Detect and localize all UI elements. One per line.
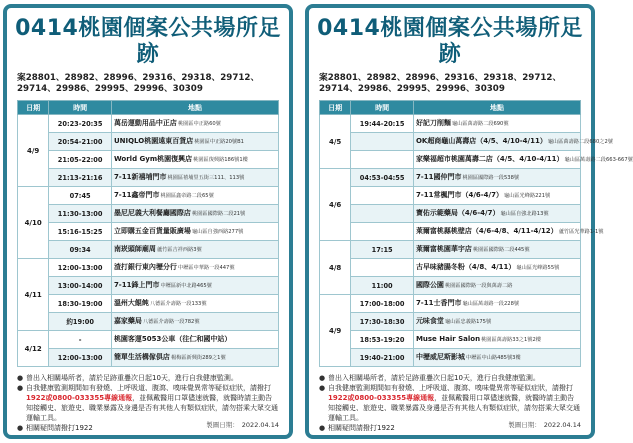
place-name: 萬岳運動用品中正店 — [113, 119, 177, 127]
table-row — [320, 187, 581, 205]
place-name: 桃園客運5053公車（往仁和國中站） — [113, 335, 232, 343]
header-time: 時間 — [351, 101, 414, 115]
place-cell — [111, 205, 278, 223]
place-name: 古早味豬腸冬粉（4/8、4/11） — [415, 263, 516, 271]
place-name: UNIQLO桃園遠東百貨店 — [113, 137, 194, 145]
place-address: 龜山區自強北路13號 — [500, 211, 549, 217]
place-cell — [111, 313, 278, 331]
place-cell — [413, 187, 580, 205]
table-row — [320, 241, 581, 259]
footprint-poster-right — [305, 4, 633, 439]
footprint-table — [319, 100, 633, 367]
time-cell: 07:45 — [49, 187, 112, 205]
note-text — [26, 373, 238, 383]
place-name: 南崁頭師廟周 — [113, 245, 156, 253]
place-cell — [111, 133, 278, 151]
bullet-icon: ● — [319, 384, 326, 392]
table-row — [18, 277, 279, 295]
bullet-icon: ● — [17, 374, 24, 382]
place-name: 7-11鋒上門市 — [113, 281, 160, 289]
table-row — [18, 241, 279, 259]
place-cell — [413, 331, 580, 349]
note-text — [26, 383, 279, 423]
note-segment: 自我健康監測期間如有發燒、上呼吸道、腹瀉、嗅味覺異常等疑似症狀，請撥打 — [328, 384, 573, 392]
hotline-highlight: 1922或0800-033355專線通報 — [26, 394, 133, 402]
table-row — [320, 133, 581, 151]
case-numbers: 案28801、28982、28996、29316、29318、29712、29714、29986、29995、29996、30309 — [319, 73, 562, 94]
table-row — [18, 169, 279, 187]
place-name: 國際公園 — [415, 281, 444, 289]
place-address: 桃園區國際路二段445號 — [472, 247, 530, 253]
place-cell — [413, 151, 633, 169]
place-address: 龜山區光峰路221號 — [503, 193, 551, 199]
place-address: 龜山區自強西路277號 — [191, 229, 244, 235]
note-item — [319, 373, 581, 383]
table-row — [18, 259, 279, 277]
date-cell: 4/9 — [320, 295, 351, 367]
date-cell: 4/10 — [18, 187, 49, 259]
place-name: 萊爾富桃園華宇店 — [415, 245, 472, 253]
place-address: 龜山區萬壽路二段680之2號 — [547, 139, 613, 145]
table-row — [18, 295, 279, 313]
time-cell: 20:23-20:35 — [49, 115, 112, 133]
place-cell — [111, 151, 278, 169]
place-name: Muse Hair Salon — [415, 335, 481, 343]
place-cell — [111, 223, 278, 241]
place-name: OK超商龜山萬壽店（4/5、4/10-4/11） — [415, 137, 547, 145]
table-row — [18, 187, 279, 205]
place-address: 龜山區光峰路55號 — [516, 265, 560, 271]
place-address: 龜山區忠義路175號 — [444, 319, 492, 325]
header-date: 日期 — [320, 101, 351, 115]
time-cell: 21:13-21:16 — [49, 169, 112, 187]
bullet-icon: ● — [17, 424, 24, 432]
time-cell — [351, 187, 414, 205]
time-cell: 17:30-18:30 — [351, 313, 414, 331]
issue-date-value: 2022.04.14 — [543, 421, 581, 429]
place-address: 八德區介壽路一段133號 — [149, 301, 207, 307]
table-row — [18, 115, 279, 133]
place-address: 八德區介壽路一段782號 — [142, 319, 200, 325]
note-segment: ，並佩戴醫用口罩儘速就醫，就醫時請主動告知接觸史、旅遊史、職業暴露及身邊是否有其他人有類似症狀，請勿搭乘大眾交通運輸工具。 — [26, 394, 278, 422]
place-cell — [111, 169, 278, 187]
header-date: 日期 — [18, 101, 49, 115]
poster-title: 0414桃園個案公共場所足跡 — [317, 16, 583, 67]
table-row — [320, 223, 581, 241]
place-name: 7-11鑫帝門市 — [113, 191, 160, 199]
note-text — [328, 383, 581, 423]
issue-date — [508, 420, 581, 429]
time-cell: 17:00-18:00 — [351, 295, 414, 313]
place-cell — [413, 241, 580, 259]
table-row — [18, 313, 279, 331]
table-row — [320, 169, 581, 187]
note-item — [17, 383, 279, 423]
note-text — [328, 423, 395, 433]
note-segment: 相關疑問請撥打1922 — [328, 424, 395, 432]
place-name: 萊爾富桃縣桃壁店（4/6-4/8、4/11-4/12） — [415, 227, 558, 235]
place-name: 渣打銀行東內壢分行 — [113, 263, 177, 271]
issue-date-value: 2022.04.14 — [241, 421, 279, 429]
note-segment: 曾出入相關場所者，請於足跡重疊次日起10天，進行自我健康監測。 — [26, 374, 238, 382]
place-name: 7-11新禧埔門市 — [113, 173, 167, 181]
time-cell: 11:00 — [351, 277, 414, 295]
place-cell — [413, 133, 613, 151]
place-address: 桃園區禧埔里五街三111、113號 — [167, 175, 245, 181]
time-cell — [351, 223, 414, 241]
header-place: 地點 — [111, 101, 278, 115]
place-address: 桃園區中正路60號 — [177, 121, 221, 127]
note-text — [328, 373, 540, 383]
place-cell — [413, 277, 580, 295]
place-cell — [413, 349, 580, 367]
place-name: 寶佑示範藥局（4/6-4/7） — [415, 209, 500, 217]
hotline-highlight: 1922或0800-033355專線通報 — [328, 394, 435, 402]
table-row — [320, 115, 581, 133]
table-row — [320, 349, 581, 367]
table-row — [320, 259, 581, 277]
poster-title: 0414桃園個案公共場所足跡 — [15, 16, 281, 67]
time-cell — [351, 259, 414, 277]
case-numbers: 案28801、28982、28996、29316、29318、29712、29714、29986、29995、29996、30309 — [17, 73, 260, 94]
time-cell: 20:54-21:00 — [49, 133, 112, 151]
place-name: 元味食堂 — [415, 317, 444, 325]
time-cell: 11:30-13:00 — [49, 205, 112, 223]
issue-date-label: 製圖日期： — [206, 421, 239, 429]
header-place: 地點 — [413, 101, 580, 115]
issue-date-label: 製圖日期： — [508, 421, 541, 429]
place-name: 簡單生活構傢俱店 — [113, 353, 170, 361]
place-cell — [111, 331, 278, 349]
place-address: 蘆竹區光華路1-1號 — [558, 229, 604, 235]
note-segment: ，並佩戴醫用口罩儘速就醫，就醫時請主動告知接觸史、旅遊史、職業暴露及身邊是否有其他人有類似症狀，請勿搭乘大眾交通運輸工具。 — [328, 394, 580, 422]
place-address: 桃園區國際路二段21號 — [191, 211, 246, 217]
time-cell: 約19:00 — [49, 313, 112, 331]
table-row — [320, 295, 581, 313]
place-name: 立即購五金百貨量販廣場 — [113, 227, 191, 235]
place-address: 龜山區萬壽路一段228號 — [462, 301, 520, 307]
time-cell: 21:05-22:00 — [49, 151, 112, 169]
place-address: 龜山區萬壽路二段663-667號 — [564, 157, 633, 163]
place-address: 桃園區鑫帝路二段65號 — [160, 193, 214, 199]
table-row — [18, 223, 279, 241]
place-cell — [413, 205, 580, 223]
place-name: 7-11國仲門市 — [415, 173, 462, 181]
place-address: 桃園區萬壽路33之1號2樓 — [481, 337, 541, 343]
place-cell — [413, 223, 604, 241]
time-cell: 12:00-13:00 — [49, 259, 112, 277]
place-cell — [413, 169, 580, 187]
place-address: 桃園區復興路186號1樓 — [193, 157, 248, 163]
place-cell — [413, 115, 580, 133]
table-row — [18, 349, 279, 367]
place-cell — [111, 259, 278, 277]
time-cell: 04:53-04:55 — [351, 169, 414, 187]
time-cell — [351, 205, 414, 223]
place-cell — [111, 277, 278, 295]
place-cell — [111, 115, 278, 133]
place-address: 楊梅區新興街289之1號 — [170, 355, 226, 361]
date-cell: 4/11 — [18, 259, 49, 331]
header-time: 時間 — [49, 101, 112, 115]
date-cell: 4/12 — [18, 331, 49, 367]
note-item — [319, 383, 581, 423]
place-name: 家樂福超市桃園萬壽二店（4/5、4/10-4/11） — [415, 155, 564, 163]
note-text — [26, 423, 93, 433]
bullet-icon: ● — [319, 424, 326, 432]
place-cell — [111, 187, 278, 205]
footprint-poster-left — [3, 4, 293, 439]
time-cell: 17:15 — [351, 241, 414, 259]
time-cell: 19:40-21:00 — [351, 349, 414, 367]
place-name: 墨尼尼義大利餐廳國際店 — [113, 209, 191, 217]
time-cell: 19:44-20:15 — [351, 115, 414, 133]
place-address: 桃園區中正路20號B1 — [194, 139, 244, 145]
table-row — [320, 331, 581, 349]
place-address: 蘆竹區吉祥西路3號 — [156, 247, 202, 253]
table-row — [18, 151, 279, 169]
place-name: 7-11士香門市 — [415, 299, 462, 307]
time-cell — [351, 133, 414, 151]
place-name: 7-11常楓門市（4/6-4/7） — [415, 191, 503, 199]
bullet-icon: ● — [17, 384, 24, 392]
note-segment: 相關疑問請撥打1922 — [26, 424, 93, 432]
place-cell — [111, 295, 278, 313]
place-address: 中壢區中華路一段447號 — [177, 265, 235, 271]
table-row — [18, 133, 279, 151]
time-cell: 13:00-14:00 — [49, 277, 112, 295]
table-row — [18, 205, 279, 223]
table-row — [320, 313, 581, 331]
place-name: 中壢威尼斯影城 — [415, 353, 465, 361]
note-segment: 曾出入相關場所者，請於足跡重疊次日起10天，進行自我健康監測。 — [328, 374, 540, 382]
time-cell: 09:34 — [49, 241, 112, 259]
time-cell: 18:30-19:00 — [49, 295, 112, 313]
date-cell: 4/5 — [320, 115, 351, 169]
place-address: 龜山區萬壽路二段690號 — [451, 121, 509, 127]
time-cell: 15:16-15:25 — [49, 223, 112, 241]
time-cell — [351, 151, 414, 169]
time-cell: 12:00-13:00 — [49, 349, 112, 367]
place-cell — [413, 259, 580, 277]
date-cell: 4/9 — [18, 115, 49, 187]
note-segment: 自我健康監測期間如有發燒、上呼吸道、腹瀉、嗅味覺異常等疑似症狀，請撥打 — [26, 384, 271, 392]
place-address: 中壢區新中北路465號 — [160, 283, 212, 289]
place-address: 中壢區中山路485號3樓 — [465, 355, 521, 361]
place-cell — [413, 313, 580, 331]
date-cell: 4/8 — [320, 241, 351, 295]
table-row — [320, 205, 581, 223]
place-address: 桃園區國際路一段與萬壽二路 — [444, 283, 513, 289]
place-name: 嘉家藥局 — [113, 317, 142, 325]
note-item — [17, 373, 279, 383]
table-row — [18, 331, 279, 349]
time-cell: 18:53-19:20 — [351, 331, 414, 349]
issue-date — [206, 420, 279, 429]
date-cell: 4/6 — [320, 169, 351, 241]
place-address: 桃園區國際路一段538號 — [462, 175, 520, 181]
place-name: 好記刀削麵 — [415, 119, 451, 127]
place-name: 溫州大餛飩 — [113, 299, 149, 307]
place-name: World Gym桃園復興店 — [113, 155, 193, 163]
table-row — [320, 277, 581, 295]
place-cell — [111, 349, 278, 367]
table-row — [320, 151, 581, 169]
footprint-table — [17, 100, 279, 367]
bullet-icon: ● — [319, 374, 326, 382]
place-cell — [413, 295, 580, 313]
time-cell: - — [49, 331, 112, 349]
place-cell — [111, 241, 278, 259]
